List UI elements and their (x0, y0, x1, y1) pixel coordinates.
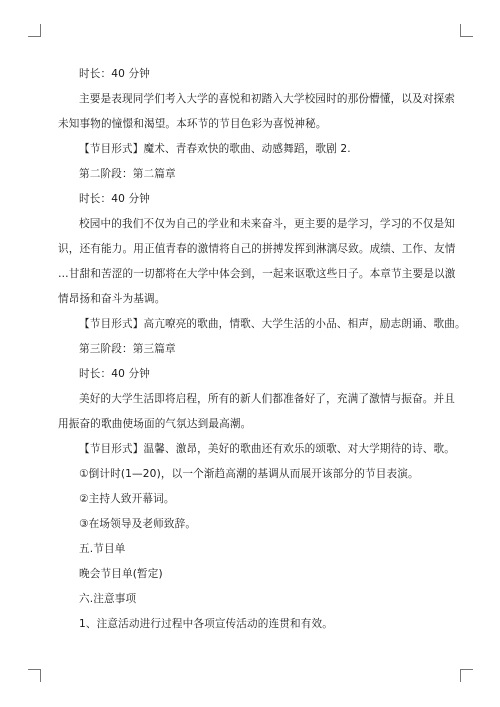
text-line: 主要是表现同学们考入大学的喜悦和初踏入大学校园时的那份懵懂，以及对探索 (79, 93, 456, 105)
text-line: 六.注意事项 (79, 593, 137, 605)
text-line: 用振奋的歌曲使场面的气氛达到最高潮。 (58, 418, 252, 430)
text-line: ①倒计时(1—20)，以一个渐趋高潮的基调从而展开该部分的节目表演。 (79, 468, 419, 480)
text-line: ③在场领导及老师致辞。 (79, 518, 197, 530)
text-line: 【节目形式】高亢嘹亮的歌曲，情歌、大学生活的小品、相声，励志朗诵、歌曲。 (79, 318, 466, 330)
text-line: 时长：40 分钟 (79, 368, 151, 380)
text-line: …甘甜和苦涩的一切都将在大学中体会到，一起来讴歌这些日子。本章节主要是以激 (58, 268, 456, 280)
text-line: 晚会节目单(暂定) (79, 568, 163, 580)
text-line: 时长：40 分钟 (79, 68, 151, 80)
text-line: 校园中的我们不仅为自己的学业和未来奋斗，更主要的是学习，学习的不仅是知 (79, 218, 456, 230)
crop-mark-bottom-right (460, 669, 473, 682)
text-line: ②主持人致开幕词。 (79, 493, 175, 505)
text-line: 【节目形式】温馨、激昂，美好的歌曲还有欢乐的颂歌、对大学期待的诗、歌。 (79, 443, 456, 455)
crop-mark-top-left (28, 24, 41, 37)
text-line: 未知事物的憧憬和渴望。本环节的节目色彩为喜悦神秘。 (58, 118, 327, 130)
text-line: 第二阶段：第二篇章 (79, 168, 176, 180)
text-line: 五.节目单 (79, 543, 126, 555)
crop-mark-top-right (460, 24, 473, 37)
text-line: 美好的大学生活即将启程，所有的新人们都准备好了，充满了激情与振奋。并且 (79, 393, 456, 405)
text-line: 第三阶段：第三篇章 (79, 343, 176, 355)
text-line: 【节目形式】魔术、青春欢快的歌曲、动感舞蹈，歌剧 2. (79, 143, 351, 155)
document-body (58, 62, 466, 637)
text-line: 识，还有能力。用正值青春的激情将自己的拼搏发挥到淋漓尽致。成绩、工作、友情 (58, 243, 456, 255)
crop-mark-bottom-left (28, 669, 41, 682)
text-line: 情昂扬和奋斗为基调。 (58, 293, 166, 305)
text-line: 1、注意活动进行过程中各项宣传活动的连贯和有效。 (79, 618, 333, 630)
text-line: 时长：40 分钟 (79, 193, 151, 205)
